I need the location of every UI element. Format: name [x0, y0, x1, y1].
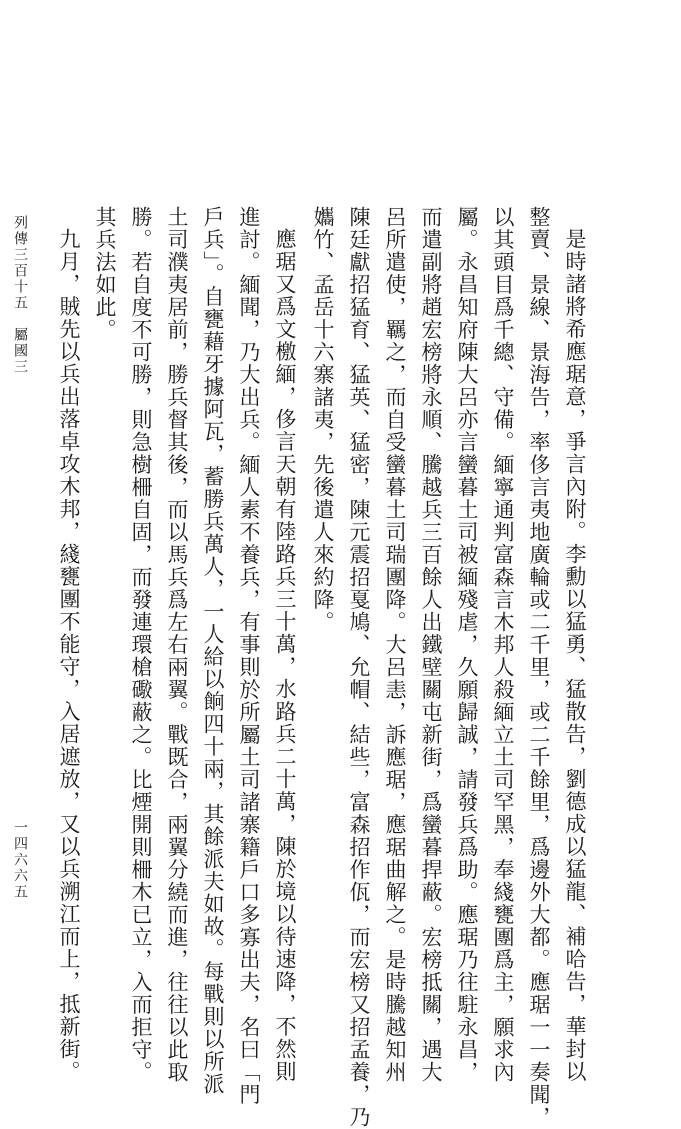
column-04: 屬。永昌知府陳大呂亦言蠻暮土司被緬殘虐，久願歸誠，請發兵爲助。應琚乃往駐永昌，: [455, 206, 479, 1084]
column-01: 是時諸將希應琚意，爭言內附。李勳以猛勇、猛散告，劉德成以猛龍、補哈告，華封以: [563, 228, 587, 1083]
column-08: 孈竹、孟岳十六寨諸夷，先後遣人來約降。: [311, 206, 335, 634]
column-11: 戶兵」。自甕藉牙據阿瓦，蓄勝兵萬人，一人給以餉四十兩，其餘派夫如故。每戰則以所派: [201, 206, 225, 1096]
page-number: 一四六六五: [12, 820, 28, 900]
column-10: 進討。緬聞，乃大出兵。緬人素不養兵，有事則於所屬土司諸寨籍戶口多寡出夫，名曰「門: [237, 206, 261, 1106]
column-07: 陳廷獻招猛育、猛英、猛密，陳元震招戛鳩、允帽、結些，富森招作佤，而宏榜又招孟養，乃: [347, 206, 371, 1129]
column-05: 而遣副將趙宏榜將永順、騰越兵三百餘人出鐵壁關屯新街，爲蠻暮捍蔽。宏榜抵關，遇大: [419, 206, 443, 1084]
running-head: 列傳三百十五 屬國三: [12, 215, 28, 375]
column-12: 土司濮夷居前，勝兵督其後，而以馬兵爲左右兩翼。戰既合，兩翼分繞而進，往往以此取: [165, 206, 189, 1084]
column-03: 以其頭目爲千總、守備。緬寧通判富森言木邦人殺緬立土司罕黑，奉綫甕團爲主，願求內: [491, 206, 515, 1084]
column-15: 九月，賊先以兵出落卓攻木邦，綫甕團不能守，入居遮放，又以兵溯江而上，抵新街。: [57, 228, 81, 1083]
column-06: 呂所遣使，羈之，而自受蠻暮土司瑞團降。大呂恚，訴應琚，應琚曲解之。是時騰越知州: [383, 206, 407, 1084]
column-14: 其兵法如此。: [93, 206, 117, 341]
column-02: 整賣、景線、景海告，率侈言夷地廣輪或二千里，或二千餘里，爲邊外大都。應琚一一奏聞，: [527, 206, 551, 1129]
column-13: 勝。若自度不可勝，則急樹柵自固，而發連環槍礮蔽之。比煙開則柵木已立，入而拒守。: [129, 206, 153, 1084]
column-09: 應琚又爲文檄緬，侈言天朝有陸路兵三十萬，水路兵二十萬，陳於境以待速降，不然則: [273, 228, 297, 1083]
